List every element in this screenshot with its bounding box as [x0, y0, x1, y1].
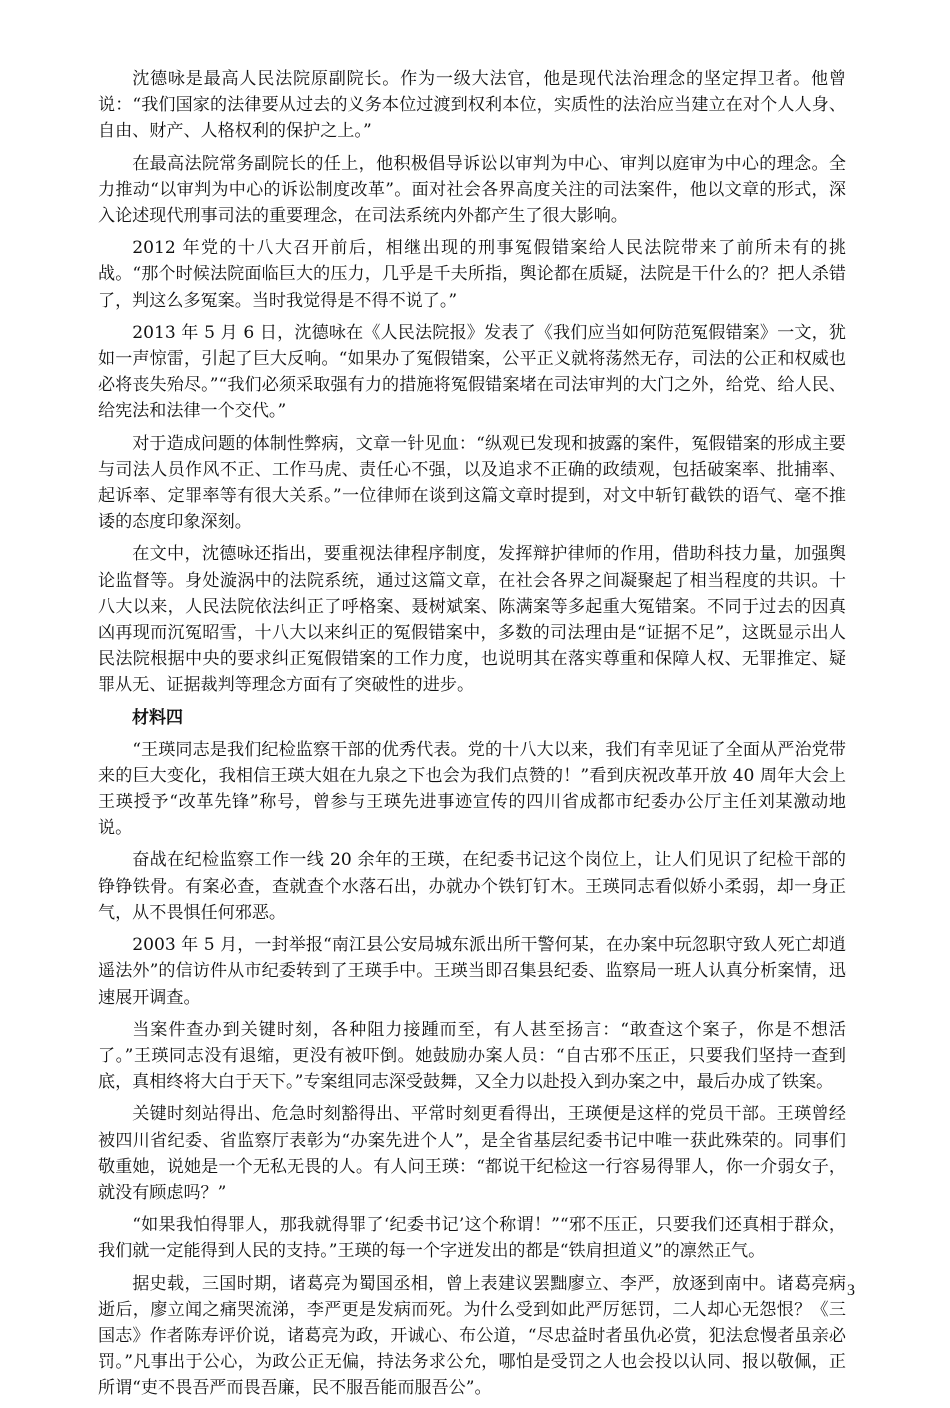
paragraph: 关键时刻站得出、危急时刻豁得出、平常时刻更看得出，王瑛便是这样的党员干部。王瑛曾经被四川省纪委、省监察厅表彰为“办案先进个人”，是全省基层纪委书记中唯一获此殊荣的。同事们敬重她，说她是一个无私无畏的人。有人问王瑛：“都说干纪检这一行容易得罪人，你一介弱女子，就没有顾虑吗？”: [98, 1104, 846, 1203]
paragraph: 在最高法院常务副院长的任上，他积极倡导诉讼以审判为中心、审判以庭审为中心的理念。全力推动“以审判为中心的诉讼制度改革”。面对社会各界高度关注的司法案件，他以文章的形式，深入论述现代刑事司法的重要理念，在司法系统内外都产生了很大影响。: [98, 153, 846, 227]
document-body: [98, 66, 846, 1408]
paragraph: 2003 年 5 月，一封举报“南江县公安局城东派出所干警何某，在办案中玩忽职守致人死亡却逍遥法外”的信访件从市纪委转到了王瑛手中。王瑛当即召集县纪委、监察局一班人认真分析案情，迅速展开调查。: [98, 935, 846, 1008]
paragraph: 2013 年 5 月 6 日，沈德咏在《人民法院报》发表了《我们应当如何防范冤假错案》一文，犹如一声惊雷，引起了巨大反响。“如果办了冤假错案，公平正义就将荡然无存，司法的公正和权威也必将丧失殆尽。”“我们必须采取强有力的措施将冤假错案堵在司法审判的大门之外，给党、给人民、给宪法和法律一个交代。”: [98, 322, 846, 422]
paragraph: 2012 年党的十八大召开前后，相继出现的刑事冤假错案给人民法院带来了前所未有的挑战。“那个时候法院面临巨大的压力，几乎是千夫所指，舆论都在质疑，法院是干什么的？把人杀错了，判这么多冤案。当时我觉得是不得不说了。”: [98, 238, 846, 311]
page-number: 3: [847, 1282, 855, 1299]
paragraph: 沈德咏是最高人民法院原副院长。作为一级大法官，他是现代法治理念的坚定捍卫者。他曾说：“我们国家的法律要从过去的义务本位过渡到权利本位，实质性的法治应当建立在对个人人身、自由、财产、人格权利的保护之上。”: [98, 69, 846, 142]
paragraph: 在文中，沈德咏还指出，要重视法律程序制度，发挥辩护律师的作用，借助科技力量，加强舆论监督等。身处漩涡中的法院系统，通过这篇文章，在社会各界之间凝聚起了相当程度的共识。十八大以来，人民法院依法纠正了呼格案、聂树斌案、陈满案等多起重大冤错案。不同于过去的因真凶再现而沉冤昭雪，十八大以来纠正的冤假错案中，多数的司法理由是“证据不足”，这既显示出人民法院根据中央的要求纠正冤假错案的工作力度，也说明其在落实尊重和保障人权、无罪推定、疑罪从无、证据裁判等理念方面有了突破性的进步。: [98, 544, 846, 696]
section-heading: 材料四: [132, 707, 183, 728]
paragraph: 当案件查办到关键时刻，各种阻力接踵而至，有人甚至扬言：“敢查这个案子，你是不想活了。”王瑛同志没有退缩，更没有被吓倒。她鼓励办案人员：“自古邪不压正，只要我们坚持一查到底，真相终将大白于天下。”专案组同志深受鼓舞，又全力以赴投入到办案之中，最后办成了铁案。: [98, 1019, 846, 1093]
paragraph: 奋战在纪检监察工作一线 20 余年的王瑛，在纪委书记这个岗位上，让人们见识了纪检干部的铮铮铁骨。有案必查，查就查个水落石出，办就办个铁钉钉木。王瑛同志看似娇小柔弱，却一身正气，从不畏惧任何邪恶。: [98, 850, 846, 923]
paragraph: 对于造成问题的体制性弊病，文章一针见血：“纵观已发现和披露的案件，冤假错案的形成主要与司法人员作风不正、工作马虎、责任心不强，以及追求不正确的政绩观，包括破案率、批捕率、起诉率、定罪率等有很大关系。”一位律师在谈到这篇文章时提到，对文中斩钉截铁的语气、毫不推诿的态度印象深刻。: [98, 433, 846, 533]
paragraph: “王瑛同志是我们纪检监察干部的优秀代表。党的十八大以来，我们有幸见证了全面从严治党带来的巨大变化，我相信王瑛大姐在九泉之下也会为我们点赞的！”看到庆祝改革开放 40 周年大会上王瑛授予“改革先锋”称号，曾参与王瑛先进事迹宣传的四川省成都市纪委办公厅主任刘某激动地说。: [98, 739, 846, 839]
paragraph: “如果我怕得罪人，那我就得罪了‘纪委书记’这个称谓！”“邪不压正，只要我们还真相于群众，我们就一定能得到人民的支持。”王瑛的每一个字迸发出的都是“铁肩担道义”的凛然正气。: [98, 1215, 846, 1262]
paragraph: 据史载，三国时期，诸葛亮为蜀国丞相，曾上表建议罢黜廖立、李严，放逐到南中。诸葛亮病逝后，廖立闻之痛哭流涕，李严更是发病而死。为什么受到如此严厉惩罚，二人却心无怨恨？《三国志》作者陈寿评价说，诸葛亮为政，开诚心、布公道，“尽忠益时者虽仇必赏，犯法怠慢者虽亲必罚。”凡事出于公心，为政公正无偏，持法务求公允，哪怕是受罚之人也会投以认同、报以敬佩，正所谓“吏不畏吾严而畏吾廉，民不服吾能而服吾公”。: [98, 1273, 846, 1399]
